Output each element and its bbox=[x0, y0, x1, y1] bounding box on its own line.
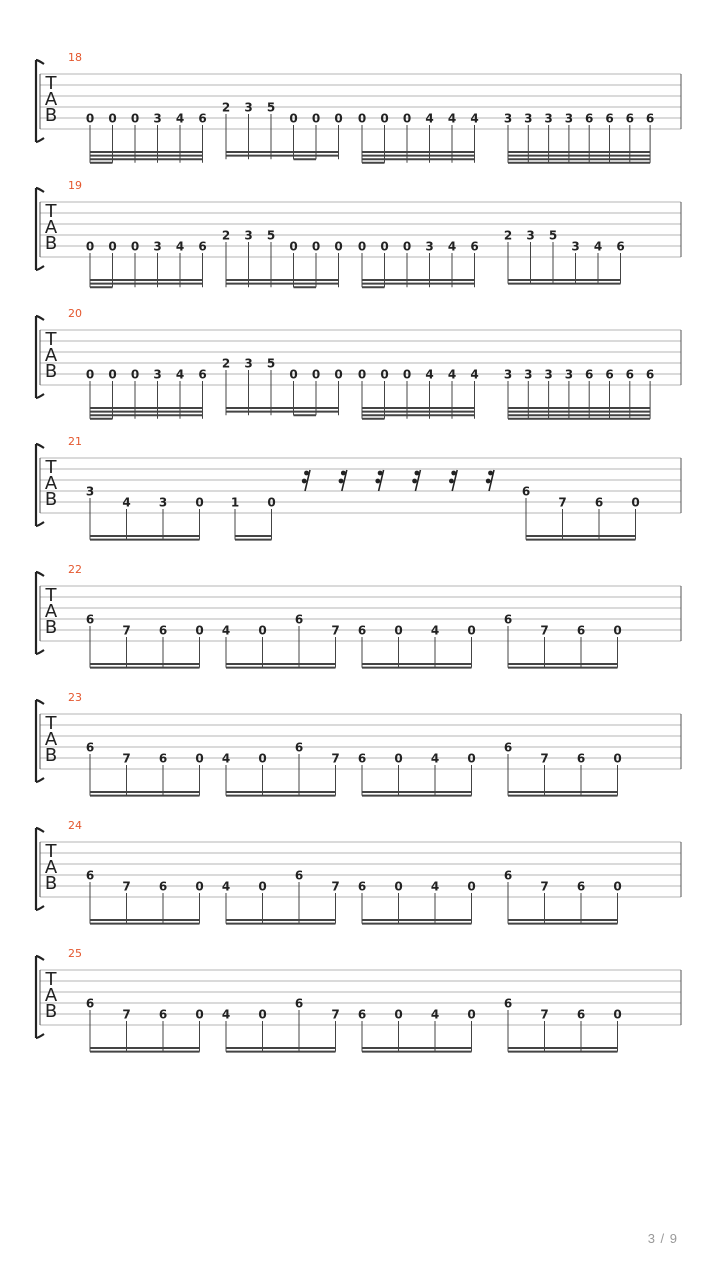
fret-number: 7 bbox=[540, 623, 549, 638]
tab-clef-letter: T bbox=[45, 713, 57, 734]
sixteenth-rest-dot bbox=[412, 479, 417, 484]
tab-clef-letter: A bbox=[44, 985, 58, 1006]
fret-number: 0 bbox=[108, 239, 117, 254]
tab-clef-letter: T bbox=[45, 329, 57, 350]
fret-number: 6 bbox=[503, 996, 513, 1011]
fret-number: 7 bbox=[331, 751, 340, 766]
tab-clef-letter: B bbox=[44, 489, 58, 510]
tab-clef-letter: A bbox=[44, 473, 58, 494]
fret-number: 3 bbox=[564, 367, 574, 382]
fret-number: 7 bbox=[558, 495, 567, 510]
fret-number: 6 bbox=[357, 879, 367, 894]
sixteenth-rest-dot bbox=[451, 471, 456, 476]
fret-number: 0 bbox=[311, 239, 321, 254]
sixteenth-rest-dot bbox=[304, 471, 309, 476]
fret-number: 6 bbox=[645, 367, 655, 382]
sixteenth-rest-dot bbox=[378, 471, 383, 476]
fret-number: 3 bbox=[524, 111, 533, 126]
fret-number: 7 bbox=[540, 1007, 549, 1022]
fret-number: 6 bbox=[158, 623, 168, 638]
fret-number: 3 bbox=[244, 356, 253, 371]
fret-number: 0 bbox=[267, 495, 276, 510]
fret-number: 0 bbox=[334, 367, 343, 382]
fret-number: 0 bbox=[394, 879, 403, 894]
fret-number: 6 bbox=[594, 495, 604, 510]
measure-number: 18 bbox=[68, 51, 82, 64]
fret-number: 0 bbox=[394, 751, 403, 766]
tab-clef-letter: A bbox=[44, 857, 58, 878]
fret-number: 6 bbox=[576, 751, 586, 766]
fret-number: 0 bbox=[289, 239, 298, 254]
tab-clef-letter: B bbox=[44, 361, 58, 382]
sixteenth-rest-dot bbox=[339, 479, 344, 484]
fret-number: 3 bbox=[158, 495, 168, 510]
sixteenth-rest-dot bbox=[375, 479, 380, 484]
tab-clef-letter: T bbox=[45, 73, 57, 94]
tab-clef-letter: B bbox=[44, 1001, 58, 1022]
fret-number: 5 bbox=[266, 228, 276, 243]
fret-number: 2 bbox=[503, 228, 513, 243]
fret-number: 6 bbox=[576, 623, 586, 638]
fret-number: 4 bbox=[221, 751, 231, 766]
fret-number: 4 bbox=[425, 367, 434, 382]
fret-number: 6 bbox=[198, 111, 207, 126]
fret-number: 3 bbox=[526, 228, 535, 243]
fret-number: 0 bbox=[394, 1007, 403, 1022]
fret-number: 3 bbox=[544, 111, 553, 126]
fret-number: 7 bbox=[540, 751, 549, 766]
fret-number: 5 bbox=[266, 100, 276, 115]
fret-number: 7 bbox=[122, 623, 131, 638]
tab-clef-letter: T bbox=[45, 457, 57, 478]
sixteenth-rest-dot bbox=[341, 471, 346, 476]
fret-number: 0 bbox=[467, 1007, 476, 1022]
fret-number: 0 bbox=[380, 239, 389, 254]
fret-number: 0 bbox=[130, 367, 140, 382]
fret-number: 0 bbox=[195, 495, 204, 510]
fret-number: 4 bbox=[447, 239, 457, 254]
fret-number: 3 bbox=[524, 367, 533, 382]
fret-number: 0 bbox=[195, 879, 204, 894]
fret-number: 4 bbox=[122, 495, 131, 510]
fret-number: 0 bbox=[394, 623, 403, 638]
fret-number: 0 bbox=[258, 1007, 267, 1022]
fret-number: 6 bbox=[158, 1007, 168, 1022]
tab-clef-letter: A bbox=[44, 217, 58, 238]
fret-number: 6 bbox=[645, 111, 655, 126]
fret-number: 6 bbox=[158, 879, 168, 894]
fret-number: 0 bbox=[613, 1007, 622, 1022]
fret-number: 7 bbox=[122, 751, 131, 766]
fret-number: 6 bbox=[585, 367, 594, 382]
fret-number: 6 bbox=[576, 879, 586, 894]
measure-number: 23 bbox=[68, 691, 82, 704]
fret-number: 4 bbox=[175, 111, 185, 126]
fret-number: 6 bbox=[625, 111, 634, 126]
fret-number: 4 bbox=[430, 751, 440, 766]
fret-number: 0 bbox=[130, 239, 140, 254]
fret-number: 6 bbox=[198, 367, 207, 382]
fret-number: 0 bbox=[85, 111, 95, 126]
fret-number: 6 bbox=[503, 868, 513, 883]
fret-number: 6 bbox=[616, 239, 625, 254]
page-number: 3 / 9 bbox=[647, 1231, 678, 1246]
measure-number: 21 bbox=[68, 435, 82, 448]
fret-number: 0 bbox=[613, 623, 622, 638]
fret-number: 6 bbox=[294, 868, 304, 883]
fret-number: 0 bbox=[195, 1007, 204, 1022]
tab-clef-letter: B bbox=[44, 233, 58, 254]
tab-clef-letter: A bbox=[44, 601, 58, 622]
fret-number: 0 bbox=[467, 751, 476, 766]
fret-number: 0 bbox=[130, 111, 140, 126]
fret-number: 5 bbox=[548, 228, 558, 243]
sixteenth-rest-dot bbox=[302, 479, 307, 484]
tab-clef-letter: T bbox=[45, 969, 57, 990]
fret-number: 0 bbox=[108, 111, 117, 126]
fret-number: 0 bbox=[311, 367, 321, 382]
fret-number: 4 bbox=[425, 111, 434, 126]
fret-number: 0 bbox=[289, 367, 298, 382]
fret-number: 4 bbox=[430, 879, 440, 894]
fret-number: 6 bbox=[357, 751, 367, 766]
fret-number: 4 bbox=[470, 367, 479, 382]
fret-number: 3 bbox=[244, 228, 253, 243]
fret-number: 0 bbox=[402, 111, 412, 126]
fret-number: 3 bbox=[153, 367, 162, 382]
fret-number: 0 bbox=[467, 623, 476, 638]
fret-number: 2 bbox=[221, 100, 231, 115]
fret-number: 0 bbox=[357, 367, 367, 382]
fret-number: 6 bbox=[470, 239, 479, 254]
fret-number: 3 bbox=[425, 239, 434, 254]
fret-number: 0 bbox=[289, 111, 298, 126]
fret-number: 6 bbox=[85, 740, 95, 755]
fret-number: 6 bbox=[625, 367, 634, 382]
fret-number: 6 bbox=[85, 996, 95, 1011]
measure-number: 19 bbox=[68, 179, 82, 192]
fret-number: 0 bbox=[613, 751, 622, 766]
fret-number: 7 bbox=[331, 1007, 340, 1022]
fret-number: 0 bbox=[258, 623, 267, 638]
sixteenth-rest-dot bbox=[415, 471, 420, 476]
fret-number: 4 bbox=[175, 367, 185, 382]
measure-number: 24 bbox=[68, 819, 82, 832]
fret-number: 0 bbox=[334, 239, 343, 254]
tab-clef-letter: A bbox=[44, 729, 58, 750]
tab-clef-letter: A bbox=[44, 89, 58, 110]
fret-number: 4 bbox=[593, 239, 603, 254]
fret-number: 6 bbox=[158, 751, 168, 766]
fret-number: 3 bbox=[503, 367, 513, 382]
sixteenth-rest-dot bbox=[486, 479, 491, 484]
fret-number: 3 bbox=[571, 239, 580, 254]
fret-number: 2 bbox=[221, 228, 231, 243]
fret-number: 6 bbox=[357, 623, 367, 638]
fret-number: 6 bbox=[503, 612, 513, 627]
fret-number: 6 bbox=[521, 484, 531, 499]
tab-clef-letter: B bbox=[44, 617, 58, 638]
fret-number: 6 bbox=[294, 996, 304, 1011]
measure-number: 25 bbox=[68, 947, 82, 960]
tab-clef-letter: B bbox=[44, 873, 58, 894]
fret-number: 4 bbox=[430, 623, 440, 638]
fret-number: 4 bbox=[447, 367, 457, 382]
fret-number: 3 bbox=[153, 239, 162, 254]
tab-clef-letter: B bbox=[44, 745, 58, 766]
fret-number: 4 bbox=[470, 111, 479, 126]
fret-number: 0 bbox=[613, 879, 622, 894]
tab-clef-letter: T bbox=[45, 585, 57, 606]
fret-number: 6 bbox=[585, 111, 594, 126]
fret-number: 4 bbox=[221, 1007, 231, 1022]
fret-number: 6 bbox=[357, 1007, 367, 1022]
fret-number: 7 bbox=[122, 1007, 131, 1022]
sixteenth-rest-dot bbox=[488, 471, 493, 476]
fret-number: 7 bbox=[122, 879, 131, 894]
fret-number: 0 bbox=[357, 111, 367, 126]
fret-number: 0 bbox=[108, 367, 117, 382]
fret-number: 6 bbox=[576, 1007, 586, 1022]
fret-number: 3 bbox=[244, 100, 253, 115]
tab-clef-letter: T bbox=[45, 841, 57, 862]
fret-number: 0 bbox=[258, 751, 267, 766]
fret-number: 4 bbox=[447, 111, 457, 126]
fret-number: 0 bbox=[402, 239, 412, 254]
fret-number: 4 bbox=[175, 239, 185, 254]
fret-number: 0 bbox=[380, 111, 389, 126]
fret-number: 4 bbox=[221, 623, 231, 638]
fret-number: 3 bbox=[503, 111, 513, 126]
fret-number: 4 bbox=[430, 1007, 440, 1022]
fret-number: 4 bbox=[221, 879, 231, 894]
measure-number: 22 bbox=[68, 563, 82, 576]
measure-number: 20 bbox=[68, 307, 82, 320]
fret-number: 0 bbox=[631, 495, 640, 510]
fret-number: 0 bbox=[85, 239, 95, 254]
fret-number: 6 bbox=[605, 111, 614, 126]
fret-number: 0 bbox=[195, 751, 204, 766]
sixteenth-rest-dot bbox=[449, 479, 454, 484]
fret-number: 0 bbox=[402, 367, 412, 382]
fret-number: 6 bbox=[294, 740, 304, 755]
fret-number: 0 bbox=[85, 367, 95, 382]
fret-number: 1 bbox=[230, 495, 240, 510]
fret-number: 0 bbox=[380, 367, 389, 382]
fret-number: 3 bbox=[564, 111, 574, 126]
fret-number: 6 bbox=[198, 239, 207, 254]
fret-number: 6 bbox=[605, 367, 614, 382]
fret-number: 6 bbox=[503, 740, 513, 755]
fret-number: 6 bbox=[294, 612, 304, 627]
fret-number: 0 bbox=[334, 111, 343, 126]
fret-number: 7 bbox=[331, 623, 340, 638]
fret-number: 0 bbox=[357, 239, 367, 254]
fret-number: 5 bbox=[266, 356, 276, 371]
tab-clef-letter: A bbox=[44, 345, 58, 366]
fret-number: 2 bbox=[221, 356, 231, 371]
tab-clef-letter: T bbox=[45, 201, 57, 222]
fret-number: 7 bbox=[331, 879, 340, 894]
fret-number: 6 bbox=[85, 612, 95, 627]
fret-number: 7 bbox=[540, 879, 549, 894]
tab-clef-letter: B bbox=[44, 105, 58, 126]
fret-number: 3 bbox=[153, 111, 162, 126]
fret-number: 0 bbox=[195, 623, 204, 638]
fret-number: 0 bbox=[467, 879, 476, 894]
fret-number: 0 bbox=[258, 879, 267, 894]
fret-number: 3 bbox=[85, 484, 95, 499]
fret-number: 0 bbox=[311, 111, 321, 126]
fret-number: 3 bbox=[544, 367, 553, 382]
fret-number: 6 bbox=[85, 868, 95, 883]
